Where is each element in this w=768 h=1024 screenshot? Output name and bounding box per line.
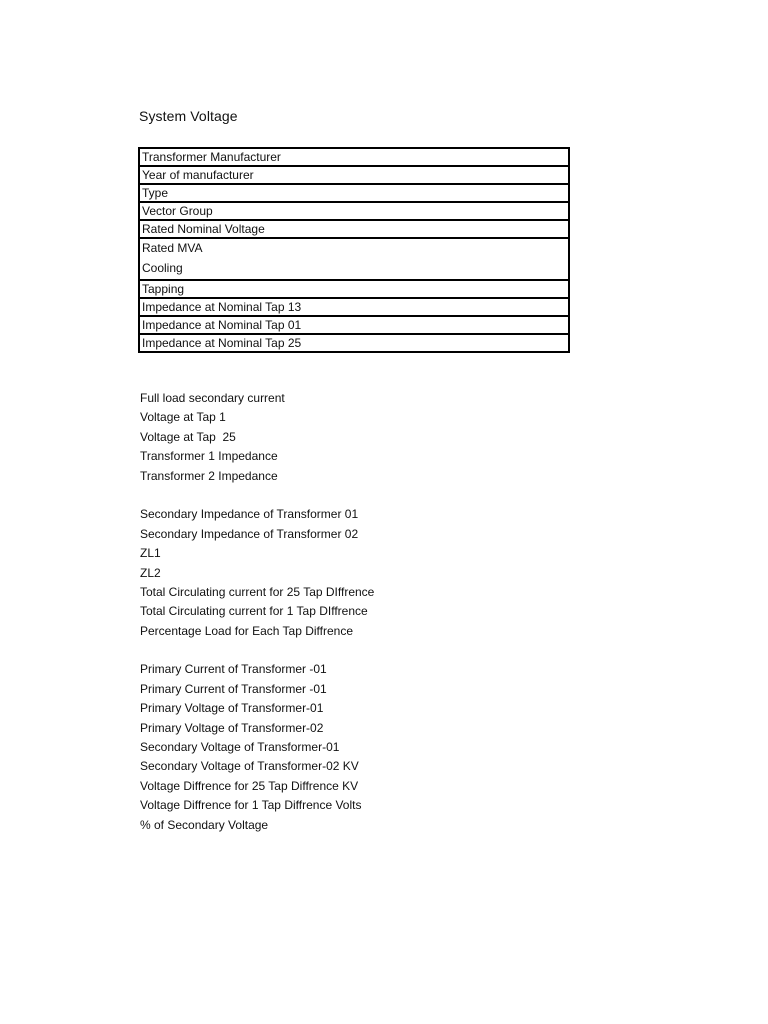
table-row	[139, 166, 569, 184]
table-row	[139, 202, 569, 220]
list-item: Total Circulating current for 1 Tap DIffrence	[140, 604, 368, 619]
table-cell: Impedance at Nominal Tap 01	[139, 316, 569, 334]
table-cell: Vector Group	[139, 202, 569, 220]
table-row	[139, 280, 569, 298]
table-cell-line: Cooling	[142, 261, 183, 275]
list-item: Primary Voltage of Transformer-01	[140, 701, 324, 716]
table-row	[139, 316, 569, 334]
list-item: Voltage Diffrence for 1 Tap Diffrence Volts	[140, 798, 362, 813]
list-item: Full load secondary current	[140, 391, 285, 405]
table-row	[139, 238, 569, 280]
list-item: Transformer 1 Impedance	[140, 449, 278, 464]
table-cell-line: Rated MVA	[142, 241, 203, 255]
spacer	[140, 486, 374, 505]
table-row	[139, 334, 569, 352]
table-cell: Type	[139, 184, 569, 202]
spacer	[140, 641, 374, 660]
list-item: Voltage Diffrence for 25 Tap Diffrence KV	[140, 778, 359, 793]
list-item: Secondary Voltage of Transformer-01	[140, 740, 340, 755]
table-row	[139, 148, 569, 166]
list-item: Total Circulating current for 25 Tap DIffrence	[140, 584, 375, 599]
table-cell: Impedance at Nominal Tap 13	[139, 298, 569, 316]
list-item: Transformer 2 Impedance	[140, 468, 278, 483]
list-item: Voltage at Tap 1	[140, 410, 226, 425]
table-cell: Impedance at Nominal Tap 25	[139, 334, 569, 352]
list-item: Secondary Voltage of Transformer-02 KV	[140, 759, 359, 774]
list-item: ZL2	[140, 565, 161, 580]
list-item: Secondary Impedance of Transformer 02	[140, 526, 359, 541]
list-item: Primary Current of Transformer -01	[140, 681, 327, 696]
list-item: ZL1	[140, 546, 161, 561]
table-row	[139, 298, 569, 316]
list-item: Primary Current of Transformer -01	[140, 662, 327, 677]
list-item: Percentage Load for Each Tap Diffrence	[140, 623, 354, 638]
table-cell: Transformer Manufacturer	[139, 148, 569, 166]
table-cell: Tapping	[139, 280, 569, 298]
table-cell: Rated Nominal Voltage	[139, 220, 569, 238]
transformer-spec-table	[138, 147, 570, 353]
table-row	[139, 184, 569, 202]
list-item: % of Secondary Voltage	[140, 817, 269, 832]
table-row	[139, 220, 569, 238]
list-item: Secondary Impedance of Transformer 01	[140, 507, 359, 522]
list-item: Voltage at Tap 25	[140, 429, 236, 444]
table-cell	[139, 238, 569, 280]
page-title: System Voltage	[139, 108, 238, 124]
table-cell: Year of manufacturer	[139, 166, 569, 184]
list-item: Primary Voltage of Transformer-02	[140, 720, 324, 735]
calculation-list	[140, 389, 374, 835]
